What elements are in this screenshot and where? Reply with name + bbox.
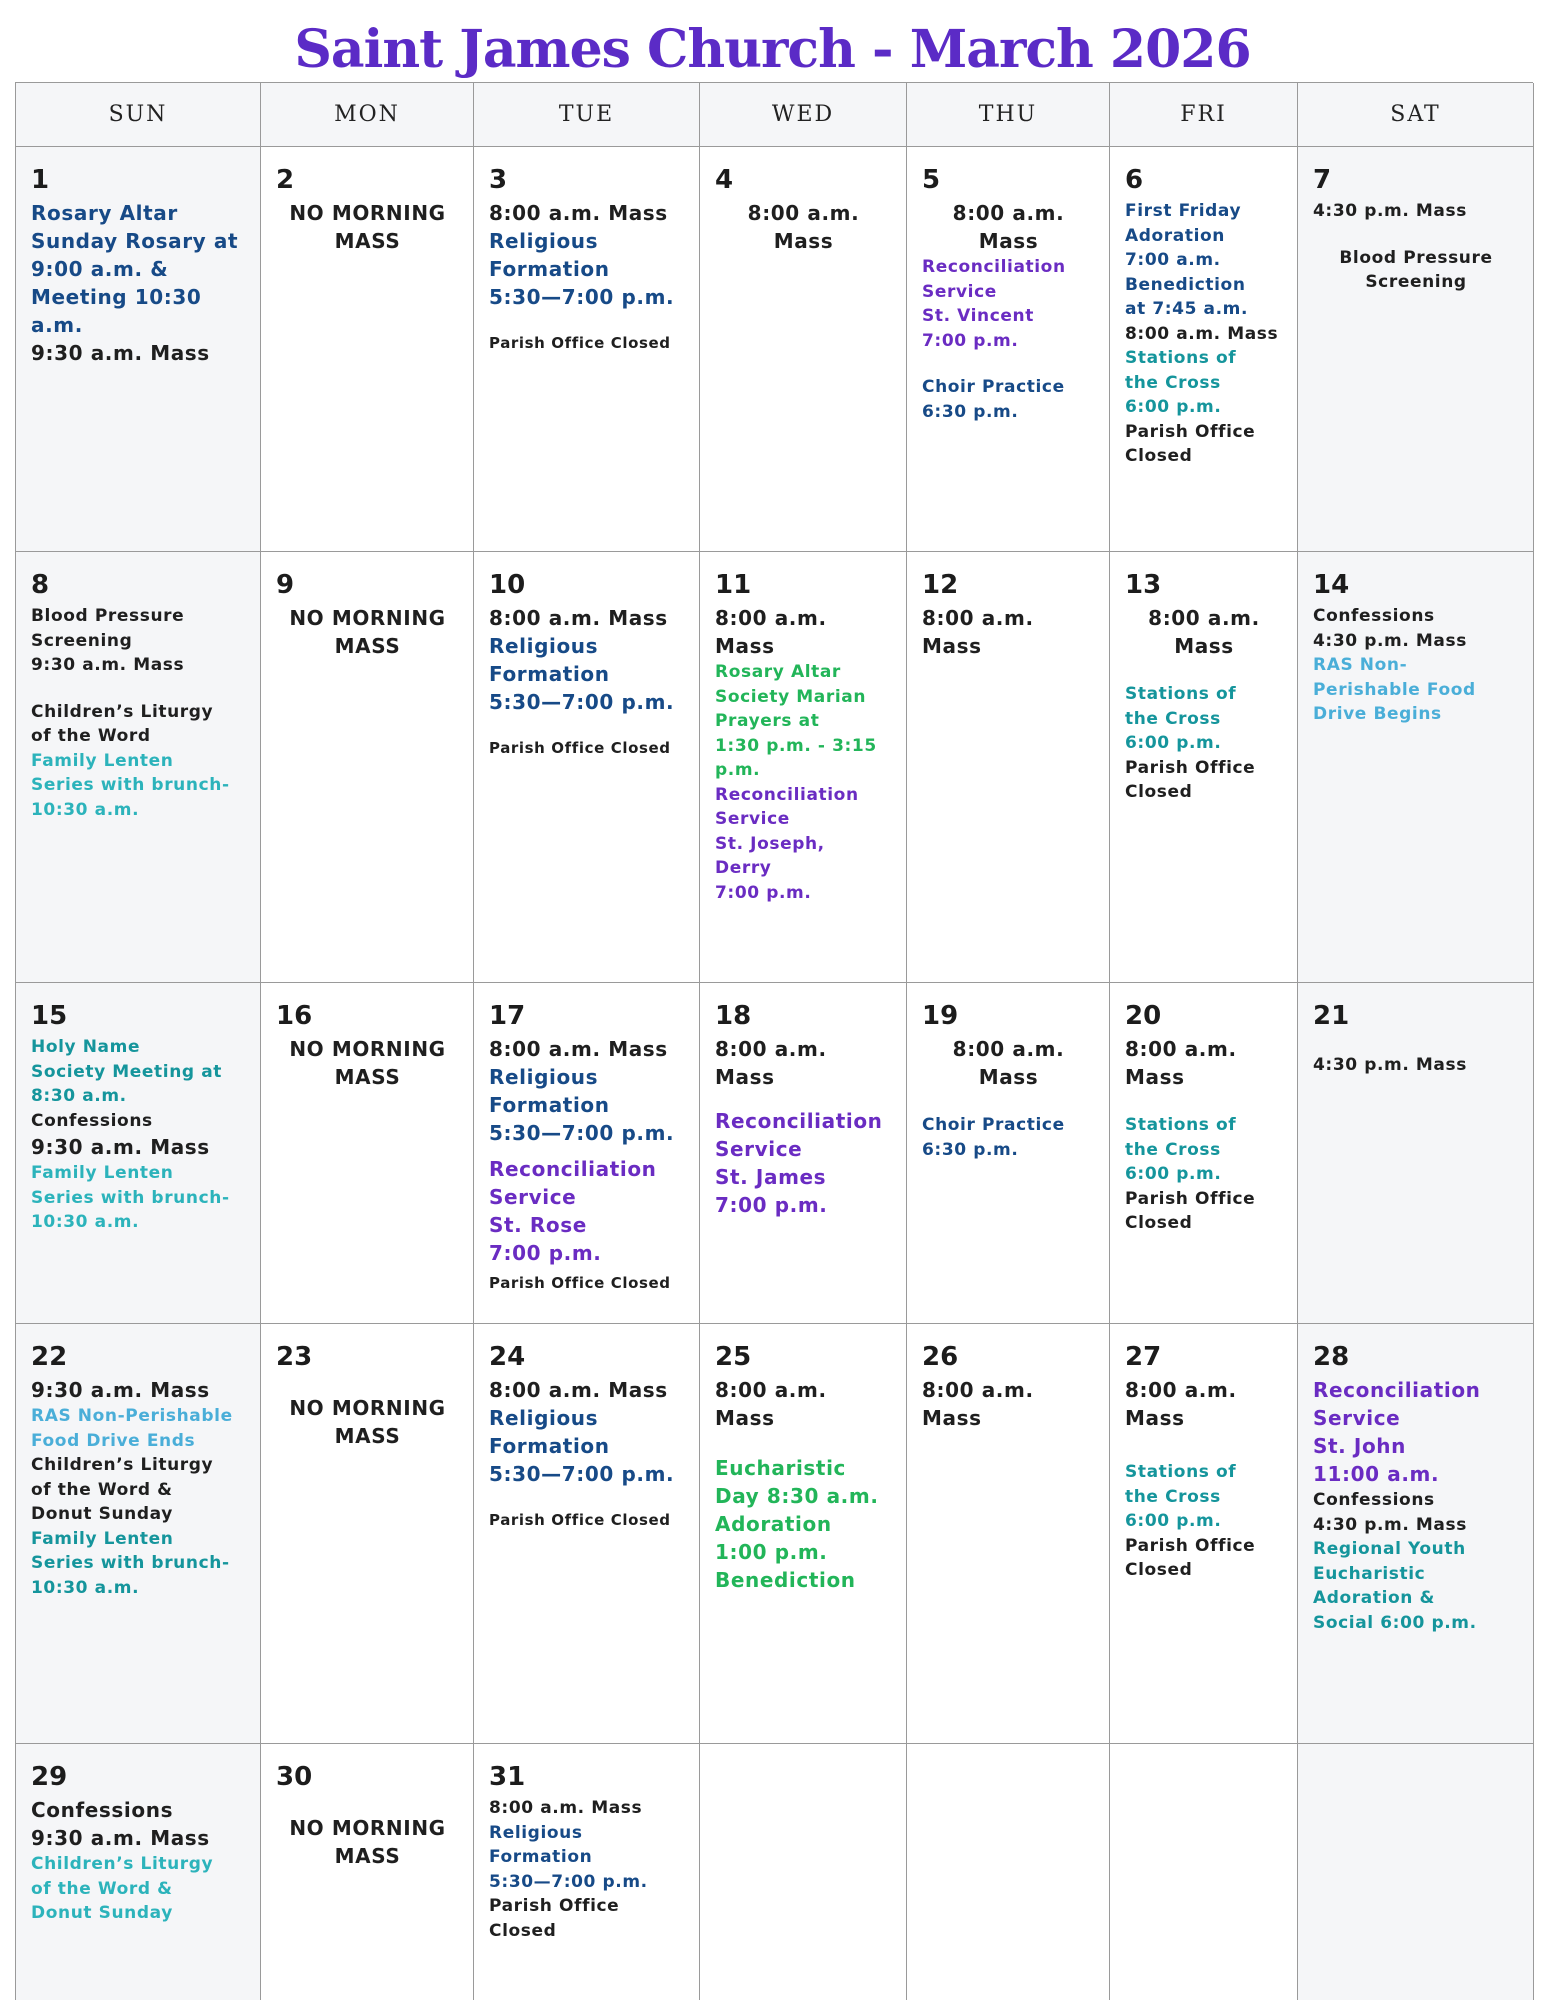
event-office-closed: Parish Office Closed	[1125, 757, 1256, 802]
day-number: 9	[276, 570, 295, 600]
day-cell-17	[474, 983, 700, 1324]
day-cell-22	[16, 1324, 261, 1744]
event-stations: Stations of the Cross 6:00 p.m.	[1125, 1462, 1237, 1531]
day-number: 27	[1125, 1342, 1162, 1372]
event-stations: Stations of the Cross 6:00 p.m.	[1125, 684, 1237, 753]
event-mass: 8:00 a.m. Mass	[489, 1037, 668, 1061]
day-cell-29	[16, 1744, 261, 2000]
empty-cell	[907, 1744, 1110, 2000]
event-mass: 8:00 a.m. Mass	[1148, 606, 1260, 658]
day-number: 22	[31, 1342, 68, 1372]
event-mass: 8:00 a.m. Mass	[489, 201, 668, 225]
day-cell-16	[261, 983, 474, 1324]
event-mass: 4:30 p.m. Mass	[1313, 1055, 1467, 1075]
event-mass: 9:30 a.m. Mass	[31, 1378, 210, 1402]
day-number: 19	[922, 1001, 959, 1031]
day-cell-19	[907, 983, 1110, 1324]
event-reconciliation: Reconciliation Service St. Rose 7:00 p.m.	[489, 1157, 657, 1265]
event-holy-name: Holy Name Society Meeting at 8:30 a.m.	[31, 1037, 223, 1106]
event-mass: 8:00 a.m. Mass	[489, 1798, 643, 1818]
day-cell-3	[474, 147, 700, 552]
event-no-morning-mass: NO MORNING MASS	[289, 1396, 446, 1448]
event-religious-formation: Religious Formation 5:30—7:00 p.m.	[489, 1822, 648, 1892]
day-header-fri: FRI	[1110, 83, 1298, 147]
day-number: 5	[922, 165, 941, 195]
day-cell-10	[474, 552, 700, 983]
event-mass: 8:00 a.m. Mass	[489, 606, 668, 630]
day-number: 14	[1313, 570, 1350, 600]
day-number: 24	[489, 1342, 526, 1372]
day-number: 30	[276, 1762, 313, 1792]
event-blood-pressure: Blood Pressure Screening 9:30 a.m. Mass	[31, 606, 185, 675]
day-number: 1	[31, 165, 50, 195]
event-office-closed: Parish Office Closed	[489, 1274, 671, 1292]
event-mass: 9:30 a.m. Mass	[31, 1135, 210, 1159]
event-mass: 9:30 a.m. Mass	[31, 341, 210, 365]
day-cell-12	[907, 552, 1110, 983]
event-no-morning-mass: NO MORNING MASS	[289, 201, 446, 253]
event-mass: 8:00 a.m. Mass	[952, 201, 1065, 253]
event-blood-pressure: Blood Pressure Screening	[1339, 247, 1493, 292]
event-marian-prayers: Rosary Altar Society Marian Prayers at 1:30 p.m. - 3:15 p.m.	[715, 662, 877, 780]
day-number: 3	[489, 165, 508, 195]
day-header-mon: MON	[261, 83, 474, 147]
event-no-morning-mass: NO MORNING MASS	[289, 1037, 446, 1089]
event-mass: 8:00 a.m. Mass	[1125, 1378, 1237, 1430]
day-cell-11	[700, 552, 907, 983]
day-cell-23	[261, 1324, 474, 1744]
day-cell-18	[700, 983, 907, 1324]
event-office-closed: Parish Office Closed	[489, 334, 671, 352]
event-mass: 4:30 p.m. Mass	[1313, 201, 1467, 221]
day-cell-4	[700, 147, 907, 552]
empty-cell	[1110, 1744, 1298, 2000]
event-no-morning-mass: NO MORNING MASS	[289, 1816, 446, 1868]
day-cell-27	[1110, 1324, 1298, 1744]
event-office-closed: Parish Office Closed	[489, 1896, 620, 1941]
day-cell-5	[907, 147, 1110, 552]
day-header-sun: SUN	[16, 83, 261, 147]
day-number: 13	[1125, 570, 1162, 600]
day-number: 20	[1125, 1001, 1162, 1031]
event-family-lenten: Family Lenten Series with brunch- 10:30 a.m.	[31, 1163, 230, 1232]
day-number: 21	[1313, 1001, 1350, 1031]
event-first-friday: First Friday Adoration 7:00 a.m. Benediction at 7:45 a.m.	[1125, 201, 1249, 319]
event-reconciliation: Reconciliation Service St. Joseph, Derry 7:00 p.m.	[715, 784, 859, 903]
day-cell-25	[700, 1324, 907, 1744]
event-office-closed: Parish Office Closed	[1125, 1188, 1256, 1233]
day-number: 23	[276, 1342, 313, 1372]
day-cell-20	[1110, 983, 1298, 1324]
day-cell-30	[261, 1744, 474, 2000]
empty-cell	[1298, 1744, 1534, 2000]
event-reconciliation: Reconciliation Service St. John 11:00 a.m.	[1313, 1378, 1481, 1486]
event-mass: 8:00 a.m. Mass	[1125, 1037, 1237, 1089]
event-food-drive: RAS Non- Perishable Food Drive Begins	[1313, 655, 1476, 724]
day-number: 7	[1313, 165, 1332, 195]
event-rosary-altar: Rosary Altar Sunday Rosary at 9:00 a.m. & Meeting 10:30 a.m.	[31, 201, 239, 337]
event-mass: 8:00 a.m. Mass	[715, 606, 827, 658]
day-number: 6	[1125, 165, 1144, 195]
day-number: 12	[922, 570, 959, 600]
event-childrens-liturgy: Children’s Liturgy of the Word	[31, 701, 214, 746]
page-title: Saint James Church - March 2026	[294, 19, 1251, 80]
day-cell-8	[16, 552, 261, 983]
event-eucharistic-day: Eucharistic Day 8:30 a.m. Adoration 1:00 p.m. Benediction	[715, 1456, 879, 1592]
event-mass: 8:00 a.m. Mass	[1125, 323, 1279, 344]
day-cell-1	[16, 147, 261, 552]
event-confessions-mass: Confessions 4:30 p.m. Mass	[1313, 606, 1467, 651]
day-header-tue: TUE	[474, 83, 700, 147]
day-number: 29	[31, 1762, 68, 1792]
day-number: 31	[489, 1762, 526, 1792]
day-cell-31	[474, 1744, 700, 2000]
day-number: 2	[276, 165, 295, 195]
event-stations: Stations of the Cross 6:00 p.m.	[1125, 1115, 1237, 1184]
day-number: 28	[1313, 1342, 1350, 1372]
event-mass: 8:00 a.m. Mass	[489, 1378, 668, 1402]
day-number: 16	[276, 1001, 313, 1031]
event-youth-adoration: Regional Youth Eucharistic Adoration & Social 6:00 p.m.	[1313, 1539, 1477, 1633]
event-mass: 8:00 a.m. Mass	[715, 1378, 827, 1430]
day-number: 4	[715, 165, 734, 195]
day-cell-21	[1298, 983, 1534, 1324]
day-number: 8	[31, 570, 50, 600]
day-header-wed: WED	[700, 83, 907, 147]
event-stations: Stations of the Cross 6:00 p.m.	[1125, 348, 1237, 417]
event-religious-formation: Religious Formation 5:30—7:00 p.m.	[489, 1406, 675, 1486]
day-cell-24	[474, 1324, 700, 1744]
event-office-closed: Parish Office Closed	[489, 1511, 671, 1529]
event-religious-formation: Religious Formation 5:30—7:00 p.m.	[489, 229, 675, 309]
day-cell-13	[1110, 552, 1298, 983]
event-reconciliation: Reconciliation Service St. Vincent 7:00 p.m.	[922, 257, 1066, 351]
day-cell-2	[261, 147, 474, 552]
day-cell-15	[16, 983, 261, 1324]
event-mass: 8:00 a.m. Mass	[715, 1037, 827, 1089]
event-family-lenten: Family Lenten Series with brunch- 10:30 a.m.	[31, 1528, 230, 1598]
day-header-thu: THU	[907, 83, 1110, 147]
day-number: 25	[715, 1342, 752, 1372]
event-office-closed: Parish Office Closed	[1125, 1535, 1256, 1580]
day-number: 15	[31, 1001, 68, 1031]
day-cell-9	[261, 552, 474, 983]
day-header-sat: SAT	[1298, 83, 1534, 147]
event-childrens-liturgy: Children’s Liturgy of the Word & Donut Sunday	[31, 1455, 214, 1524]
event-childrens-liturgy: Children’s Liturgy of the Word & Donut Sunday	[31, 1854, 214, 1923]
event-choir-practice: Choir Practice 6:30 p.m.	[922, 377, 1065, 422]
day-number: 18	[715, 1001, 752, 1031]
day-cell-26	[907, 1324, 1110, 1744]
day-cell-6	[1110, 147, 1298, 552]
event-mass: 8:00 a.m. Mass	[922, 606, 1034, 658]
event-no-morning-mass: NO MORNING MASS	[289, 606, 446, 658]
day-number: 17	[489, 1001, 526, 1031]
day-cell-7	[1298, 147, 1534, 552]
event-mass: 8:00 a.m. Mass	[747, 201, 860, 253]
event-confessions-mass: Confessions 9:30 a.m. Mass	[31, 1798, 210, 1850]
event-reconciliation: Reconciliation Service St. James 7:00 p.m.	[715, 1109, 883, 1217]
event-confessions-mass: Confessions 4:30 p.m. Mass	[1313, 1490, 1467, 1535]
event-food-drive: RAS Non-Perishable Food Drive Ends	[31, 1406, 233, 1451]
day-number: 11	[715, 570, 752, 600]
day-cell-14	[1298, 552, 1534, 983]
event-choir-practice: Choir Practice 6:30 p.m.	[922, 1115, 1065, 1160]
event-office-closed: Parish Office Closed	[1125, 421, 1256, 466]
event-office-closed: Parish Office Closed	[489, 739, 671, 757]
event-confessions: Confessions	[31, 1110, 153, 1131]
event-religious-formation: Religious Formation 5:30—7:00 p.m.	[489, 1065, 675, 1145]
day-cell-28	[1298, 1324, 1534, 1744]
event-mass: 8:00 a.m. Mass	[922, 1378, 1034, 1430]
calendar-grid	[15, 82, 1533, 2000]
empty-cell	[700, 1744, 907, 2000]
day-number: 10	[489, 570, 526, 600]
event-religious-formation: Religious Formation 5:30—7:00 p.m.	[489, 634, 675, 714]
event-mass: 8:00 a.m. Mass	[952, 1037, 1065, 1089]
day-number: 26	[922, 1342, 959, 1372]
event-family-lenten: Family Lenten Series with brunch- 10:30 a.m.	[31, 750, 230, 820]
